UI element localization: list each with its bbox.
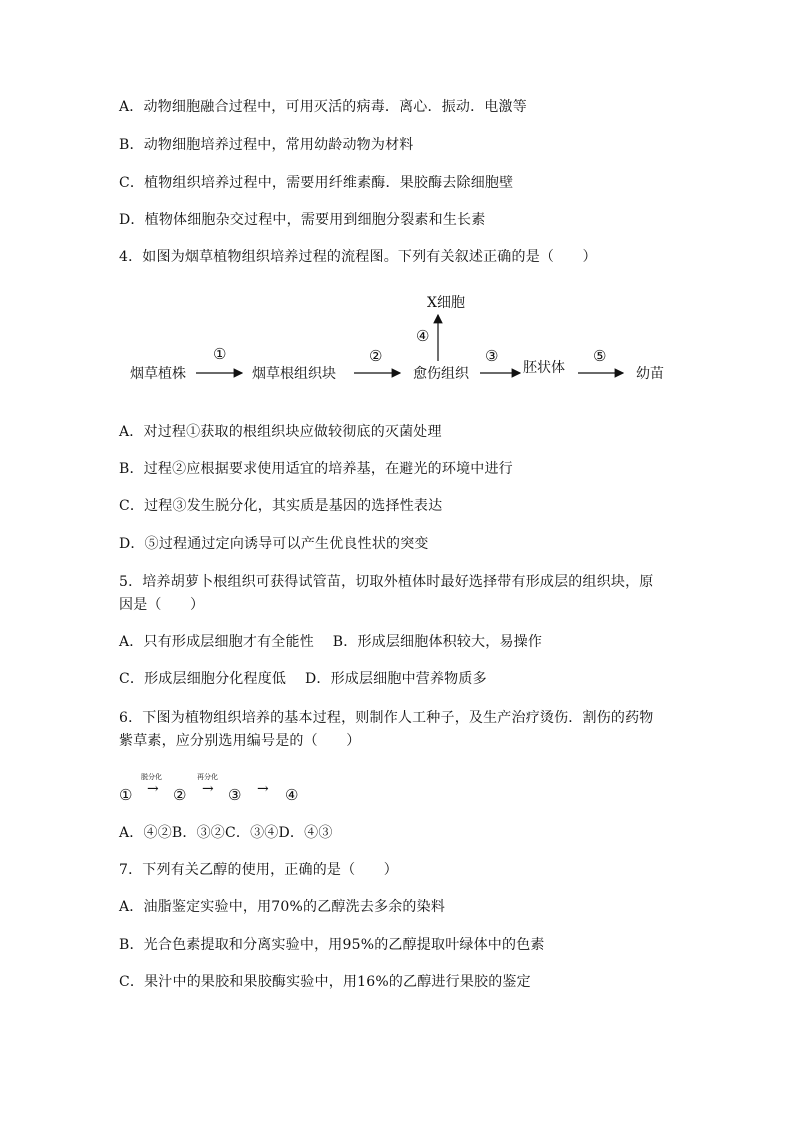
question-6-options: A．④②B．③②C．③④D．④③ [119, 825, 333, 841]
seq-step-4: ④ [285, 786, 299, 804]
node-root-tissue: 烟草根组织块 [252, 366, 336, 382]
node-embryoid: 胚状体 [523, 360, 565, 376]
options-ab: A．只有形成层细胞才有全能性 B．形成层细胞体积较大，易操作 [119, 634, 543, 650]
question-6-stem: 6．下图为植物组织培养的基本过程，则制作人工种子，及生产治疗烫伤．割伤的药物 [119, 710, 654, 726]
option-d: D．⑤过程通过定向诱导可以产生优良性状的突变 [119, 536, 429, 552]
text-line: A．动物细胞融合过程中，可用灭活的病毒．离心．振动．电激等 [119, 99, 527, 115]
node-callus: 愈伤组织 [413, 366, 469, 382]
label-dedifferentiation: 脱分化 [141, 773, 162, 781]
node-seedling: 幼苗 [636, 366, 664, 382]
option-b: B．光合色素提取和分离实验中，用95%的乙醇提取叶绿体中的色素 [119, 937, 545, 953]
option-a: A．对过程①获取的根组织块应做较彻底的灭菌处理 [119, 424, 442, 440]
question-7-stem: 7．下列有关乙醇的使用，正确的是（ ） [119, 862, 398, 878]
process-sequence [119, 770, 379, 810]
question-5-stem-cont: 因是（ ） [119, 597, 205, 613]
seq-step-1: ① [119, 786, 133, 804]
option-a: A．油脂鉴定实验中，用70%的乙醇洗去多余的染料 [119, 899, 446, 915]
seq-arrow: → [257, 781, 269, 797]
step-2-label: ② [369, 347, 383, 365]
question-5-stem: 5．培养胡萝卜根组织可获得试管苗，切取外植体时最好选择带有形成层的组织块，原 [119, 574, 654, 590]
seq-step-2: ② [173, 786, 187, 804]
step-4-label: ④ [416, 327, 430, 345]
question-6-stem-cont: 紫草素，应分别选用编号是的（ ） [119, 733, 361, 749]
step-5-label: ⑤ [593, 347, 607, 365]
text-line: C．植物组织培养过程中，需要用纤维素酶．果胶酶去除细胞壁 [119, 175, 514, 191]
options-cd: C．形成层细胞分化程度低 D．形成层细胞中营养物质多 [119, 671, 487, 687]
seq-arrow: → [147, 781, 159, 797]
option-c: C．过程③发生脱分化，其实质是基因的选择性表达 [119, 498, 443, 514]
seq-step-3: ③ [228, 786, 242, 804]
question-4-stem: 4．如图为烟草植物组织培养过程的流程图。下列有关叙述正确的是（ ） [119, 249, 597, 265]
node-x-cell: X细胞 [427, 295, 465, 311]
label-redifferentiation: 再分化 [197, 773, 218, 781]
text-line: D．植物体细胞杂交过程中，需要用到细胞分裂素和生长素 [119, 212, 486, 228]
step-3-label: ③ [485, 347, 499, 365]
node-tobacco-plant: 烟草植株 [130, 366, 186, 382]
option-c: C．果汁中的果胶和果胶酶实验中，用16%的乙醇进行果胶的鉴定 [119, 974, 531, 990]
text-line: B．动物细胞培养过程中，常用幼龄动物为材料 [119, 137, 414, 153]
flow-diagram [120, 285, 680, 395]
seq-arrow: → [202, 781, 214, 797]
flow-arrows [120, 285, 680, 395]
option-b: B．过程②应根据要求使用适宜的培养基，在避光的环境中进行 [119, 461, 513, 477]
step-1-label: ① [213, 345, 227, 363]
